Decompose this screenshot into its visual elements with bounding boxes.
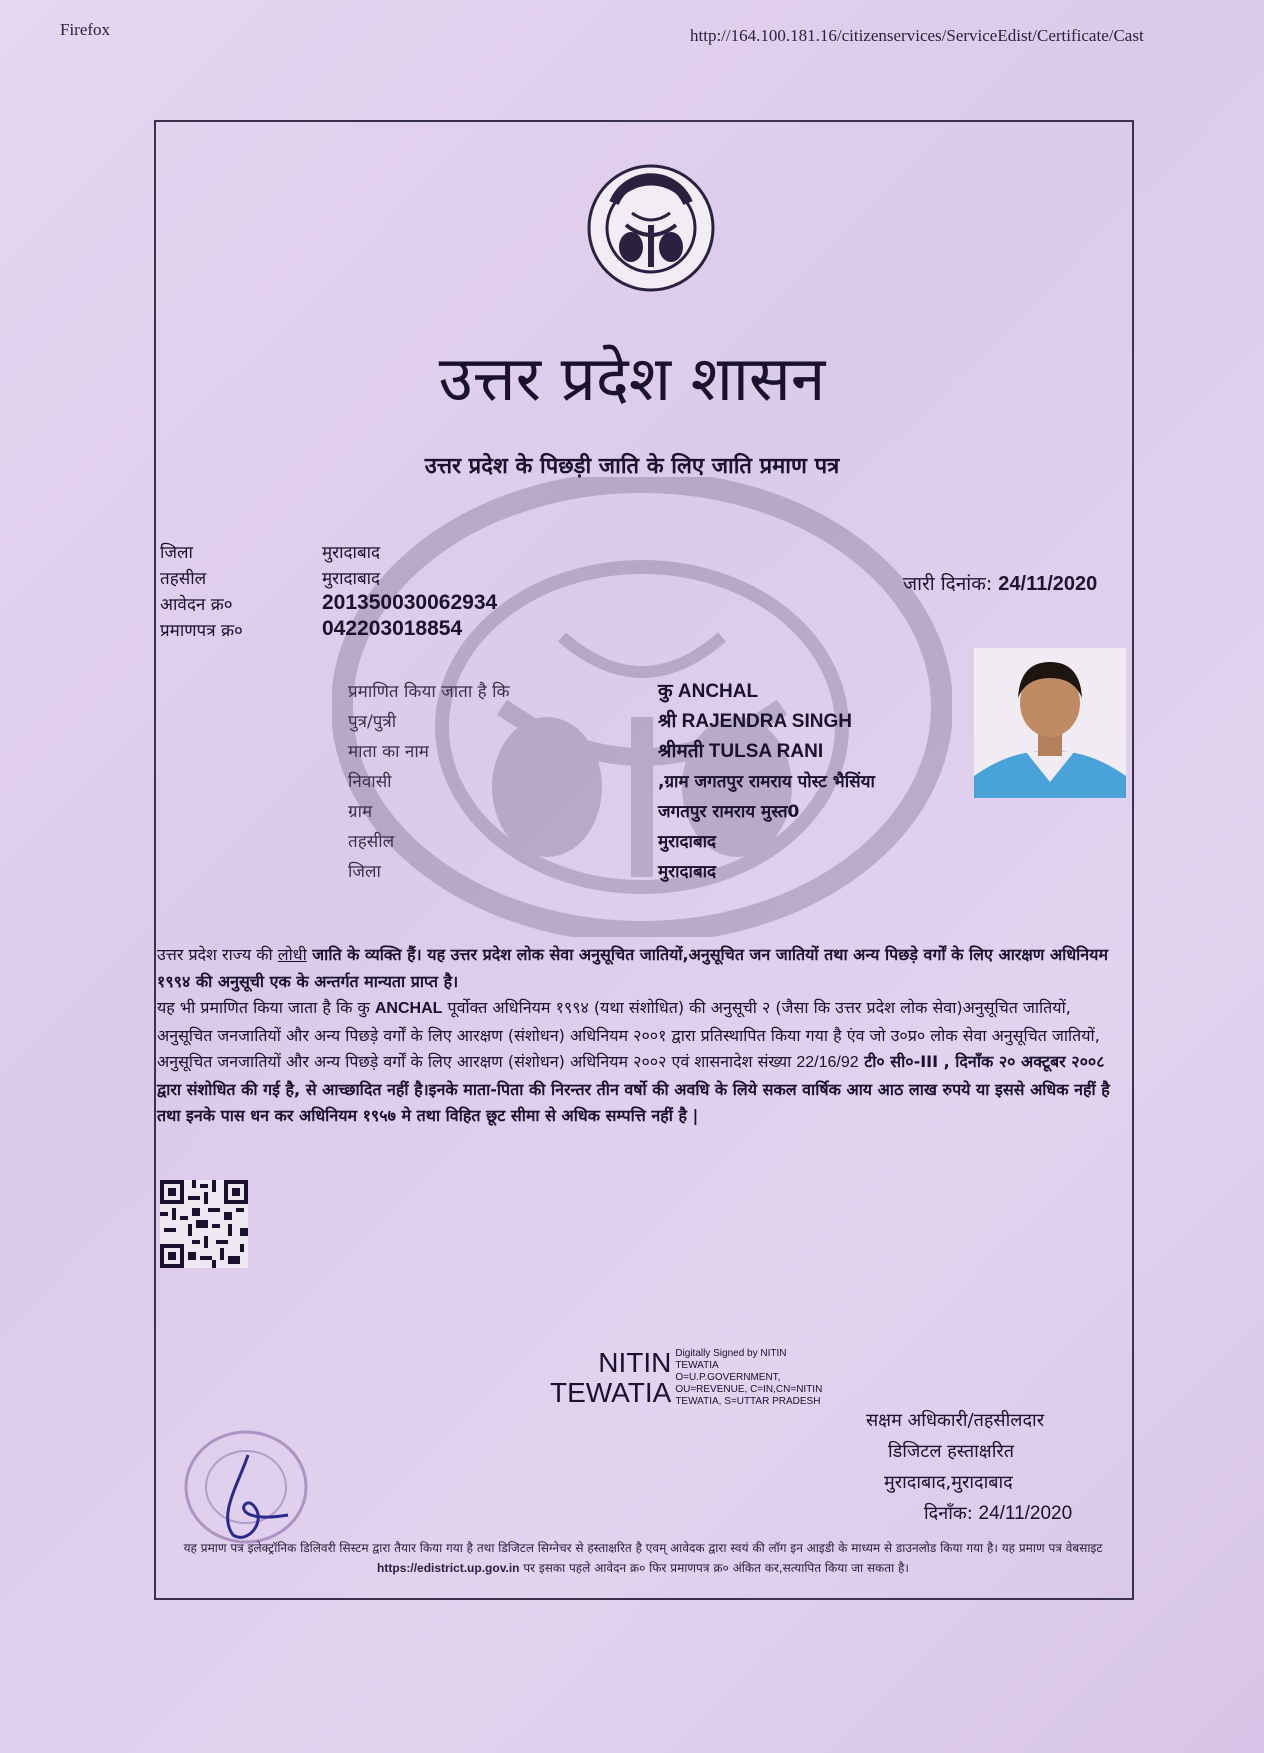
detail-label: जिला	[348, 861, 381, 882]
application-number: 20135003006293​4	[322, 591, 498, 614]
verification-website-link[interactable]: https://edistrict.up.gov.in	[377, 1561, 520, 1575]
detail-row	[348, 795, 875, 825]
government-order-number: 22/16/92	[796, 1054, 859, 1071]
footer-text: पर इसका पहले आवेदन क्र० फिर प्रमाणपत्र क्र० अंकित कर,सत्यापित किया जा सकता है।	[519, 1561, 909, 1575]
detail-row	[348, 735, 875, 765]
issuing-officer	[866, 1405, 1072, 1529]
meta-label: प्रमाणपत्र क्र०	[160, 620, 243, 641]
body-text-span: जाति के व्यक्ति हैं। यह उत्तर प्रदेश लोक सेवा अनुसूचित जातियों,अनुसूचित जन जातियों तथा अन्य पिछड़े वर्गों के लिए आरक्षण अधिनियम १९९४ की अनुसूची एक के अन्तर्गत मान्यता प्राप्त है।	[157, 945, 1109, 991]
certificate-number: 042203018854	[322, 617, 463, 640]
meta-row-tehsil	[160, 564, 497, 590]
certificate-meta	[160, 538, 497, 642]
detail-value: जगतपुर रामराय मुस्त0	[658, 801, 800, 822]
detail-label: तहसील	[348, 831, 395, 852]
tehsil-seal-icon	[178, 1425, 328, 1555]
footer-verification-note	[158, 1538, 1128, 1578]
detail-value: कु ANCHAL	[658, 681, 759, 702]
officer-date-value: 24/11/2020	[978, 1503, 1073, 1524]
detail-row	[348, 675, 875, 705]
detail-label: निवासी	[348, 771, 392, 792]
meta-row-district	[160, 538, 497, 564]
up-government-emblem-icon	[586, 163, 716, 293]
issue-date-label: जारी दिनांक:	[903, 573, 993, 595]
applicant-photo	[974, 648, 1126, 798]
body-text-span: पूर्वोक्त अधिनियम १९९४ (यथा संशोधित) की अनुसूची २ (जैसा कि उत्तर प्रदेश लोक सेवा)अनुसूचित जातियों, अनुसूचित जनजातियों और अन्य पिछड़े वर्गों के लिए आरक्षण (संशोधन) अधिनियम २००१ द्वारा प्रतिस्थापित किया गया है एंव जो उ०प्र० लोक सेवा अनुसूचित जातियों, अनुसूचित जनजातियों और अन्य पिछड़े वर्गों के लिए आरक्षण (संशोधन) अधिनियम २००२ एवं शासनादेश संख्या	[157, 998, 1100, 1071]
caste-name: लोधी	[277, 945, 307, 964]
meta-label: तहसील	[160, 568, 207, 589]
applicant-name-inline: ANCHAL	[374, 1000, 443, 1017]
officer-date	[866, 1498, 1072, 1529]
meta-label: जिला	[160, 542, 193, 563]
detail-label: माता का नाम	[348, 741, 429, 762]
detail-label: पुत्र/पुत्री	[348, 711, 397, 732]
detail-row	[348, 705, 875, 735]
detail-row	[348, 825, 875, 855]
signature-certificate-detail: Digitally Signed by NITIN TEWATIA O=U.P.GOVERNMENT, OU=REVENUE, C=IN,CN=NITIN TEWATIA, S=UTTAR PRADESH	[675, 1348, 823, 1407]
detail-value: श्रीमती TULSA RANI	[658, 741, 824, 762]
signer-last-name: TEWATIA	[550, 1377, 672, 1408]
officer-signed-status: डिजिटल हस्ताक्षरित	[888, 1441, 1014, 1462]
signer-name	[550, 1348, 671, 1408]
body-text-span: यह भी प्रमाणित किया जाता है कि कु	[157, 998, 375, 1017]
meta-value: मुरादाबाद	[322, 568, 381, 589]
detail-row	[348, 765, 875, 795]
digital-signature	[550, 1348, 825, 1408]
detail-label: प्रमाणित किया जाता है कि	[348, 681, 510, 702]
browser-app-name: Firefox	[60, 20, 111, 39]
issue-date	[903, 570, 1097, 596]
officer-designation: सक्षम अधिकारी/तहसीलदार	[866, 1410, 1045, 1431]
certificate-body	[157, 942, 1117, 1130]
body-paragraph-caste	[157, 942, 1117, 995]
browser-url[interactable]: http://164.100.181.16/citizenservices/ServiceEdist/Certificate/Cast	[690, 26, 1144, 45]
officer-place: मुरादाबाद,मुरादाबाद	[884, 1472, 1013, 1493]
detail-row	[348, 855, 875, 885]
qr-code-icon	[160, 1180, 248, 1268]
detail-label: ग्राम	[348, 801, 373, 822]
certificate-title: उत्तर प्रदेश के पिछड़ी जाति के लिए जाति प्रमाण पत्र	[424, 454, 840, 479]
officer-date-label: दिनाँक:	[924, 1503, 973, 1524]
meta-value: मुरादाबाद	[322, 542, 381, 563]
government-title: उत्तर प्रदेश शासन	[438, 342, 826, 415]
detail-value: श्री RAJENDRA SINGH	[658, 711, 852, 732]
detail-value: ,ग्राम जगतपुर रामराय पोस्ट भैसिंया	[658, 771, 875, 792]
meta-row-application	[160, 590, 497, 616]
detail-value: मुरादाबाद	[658, 861, 717, 882]
meta-row-certificate	[160, 616, 497, 642]
issue-date-value: 24/11/2020	[998, 573, 1098, 595]
signer-first-name: NITIN	[598, 1347, 672, 1378]
body-paragraph-eligibility	[157, 995, 1117, 1130]
meta-label: आवेदन क्र०	[160, 594, 233, 615]
footer-text: यह प्रमाण पत्र इलेक्ट्रॉनिक डिलिवरी सिस्टम द्वारा तैयार किया गया है तथा डिजिटल सिग्नेचर से हस्ताक्षरित है एवम् आवेदक द्वारा स्वयं की लॉग इन आइडी के माध्यम से डाउनलोड किया गया है। यह प्रमाण पत्र वेबसाइट	[183, 1541, 1103, 1555]
detail-value: मुरादाबाद	[658, 831, 717, 852]
body-text-span: उत्तर प्रदेश राज्य की	[157, 945, 278, 964]
applicant-details	[348, 675, 875, 885]
body-text-span: टी० सी०-III , दिनाँक २० अक्टूबर २००८ द्वारा संशोधित की गई है, से आच्छादित नहीं है।इनके माता-पिता की निरन्तर तीन वर्षो की अवधि के लिये सकल वार्षिक आय आठ लाख रुपये या इससे अधिक नहीं है तथा इनके पास धन कर अधिनियम १९५७ मे तथा विहित छूट सीमा से अधिक सम्पत्ति नहीं है |	[157, 1052, 1110, 1125]
